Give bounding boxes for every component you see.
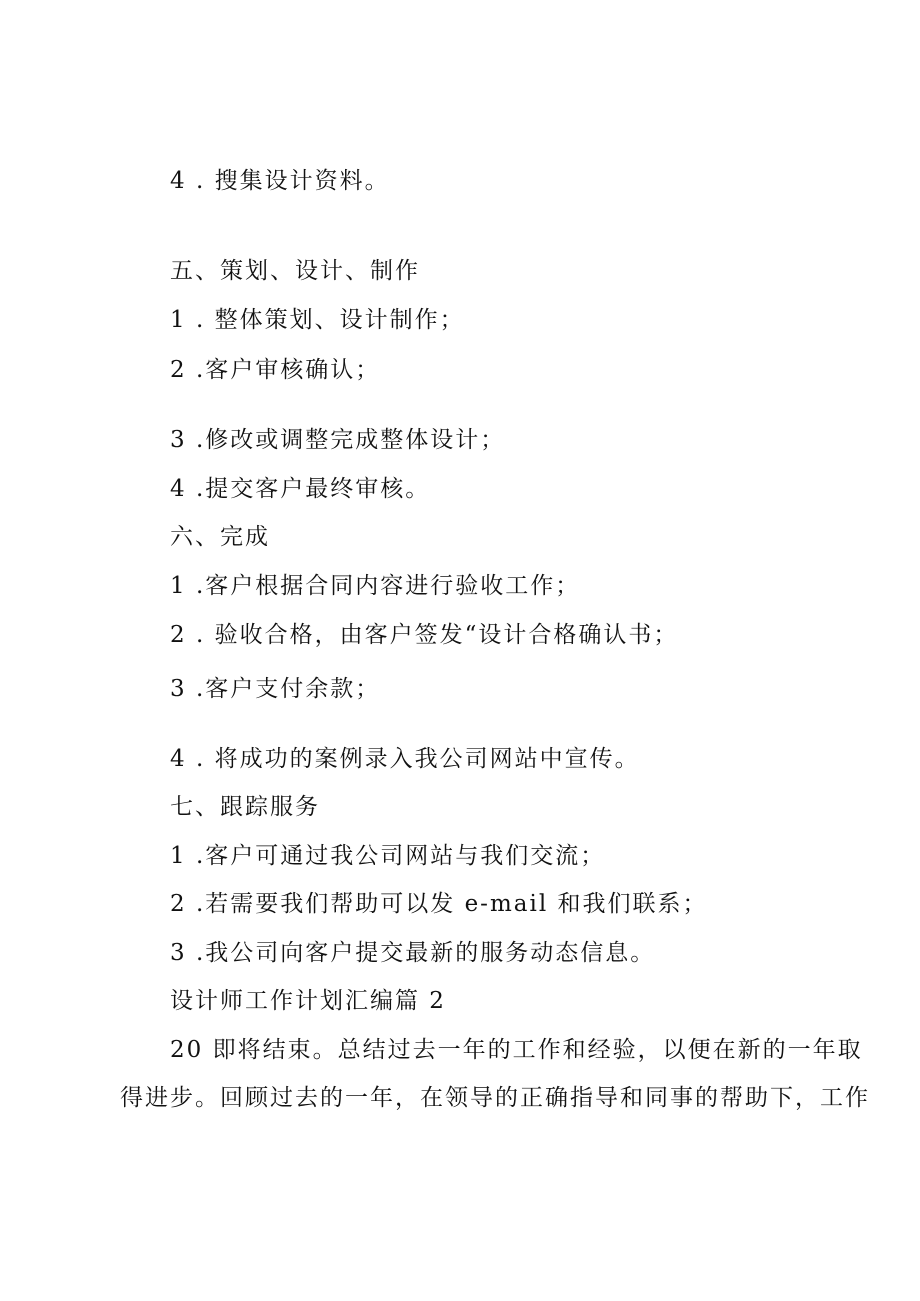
list-item: 4 . 搜集设计资料。 — [170, 168, 390, 194]
list-item: 2 .客户审核确认； — [170, 357, 381, 383]
list-item: 3 .我公司向客户提交最新的服务动态信息。 — [170, 940, 656, 966]
document-title: 设计师工作计划汇编篇 2 — [170, 988, 446, 1014]
list-item: 3 .客户支付余款； — [170, 676, 381, 702]
section-heading: 五、策划、设计、制作 — [170, 258, 420, 284]
section-heading: 七、跟踪服务 — [170, 794, 320, 820]
paragraph-line: 20 即将结束。总结过去一年的工作和经验，以便在新的一年取 — [170, 1037, 863, 1063]
list-item: 2 . 验收合格，由客户签发“设计合格确认书； — [170, 622, 679, 648]
list-item: 1 .客户可通过我公司网站与我们交流； — [170, 843, 606, 869]
list-item: 4 . 将成功的案例录入我公司网站中宣传。 — [170, 746, 640, 772]
list-item: 1 .客户根据合同内容进行验收工作； — [170, 573, 581, 599]
list-item: 2 .若需要我们帮助可以发 e-mail 和我们联系； — [170, 891, 708, 917]
list-item: 3 .修改或调整完成整体设计； — [170, 427, 506, 453]
paragraph-line: 得进步。回顾过去的一年，在领导的正确指导和同事的帮助下，工作 — [120, 1085, 870, 1111]
section-heading: 六、完成 — [170, 524, 270, 550]
list-item: 1 . 整体策划、设计制作； — [170, 307, 465, 333]
list-item: 4 .提交客户最终审核。 — [170, 476, 431, 502]
